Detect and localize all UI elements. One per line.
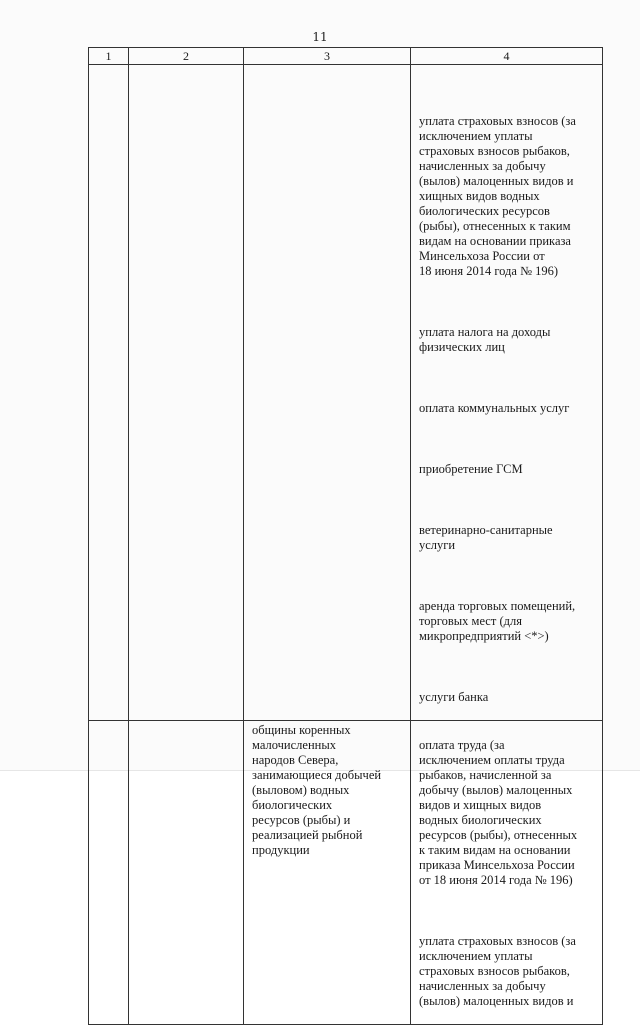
expense-table <box>88 47 603 1025</box>
table-cell-col1 <box>89 65 129 721</box>
table-header-row <box>89 48 603 65</box>
table-row <box>89 65 603 721</box>
column-header-2: 2 <box>129 48 244 65</box>
table-cell-col2 <box>129 65 244 721</box>
expense-item: уплата страховых взносов (за исключением уплаты страховых взносов рыбаков, начисленных за добычу (вылов) малоценных видов и хищных видов водных биологических ресурсов (рыбы), отнесенных к таким видам на основании приказа Минсельхоза России от 18 июня 2014 года № 196) <box>419 114 576 278</box>
expense-item: уплата страховых взносов (за исключением уплаты страховых взносов рыбаков, начисленных за добычу (вылов) малоценных видов и <box>419 934 576 1008</box>
table-cell-col4 <box>411 65 603 721</box>
expense-item: аренда торговых помещений, торговых мест (для микропредприятий <*>) <box>419 599 576 643</box>
column-header-4: 4 <box>411 48 603 65</box>
column-header-3: 3 <box>244 48 411 65</box>
column-header-1: 1 <box>89 48 129 65</box>
expense-item: оплата труда (за исключением оплаты труда рыбаков, начисленной за добычу (вылов) малоценных видов и хищных видов водных биологических ресурсов (рыбы), отнесенных к таким видам на основании приказа Минсельхоза России от 18 июня 2014 года № 196) <box>419 738 578 887</box>
table-cell-col2 <box>129 721 244 1025</box>
expense-item: уплата налога на доходы физических лиц <box>419 325 551 354</box>
page-number: 11 <box>312 30 328 44</box>
expense-item: приобретение ГСМ <box>419 462 523 476</box>
table-cell-col4 <box>411 721 603 1025</box>
table-cell-col1 <box>89 721 129 1025</box>
recipient-category: общины коренных малочисленных народов Севера, занимающиеся добычей (выловом) водных биологических ресурсов (рыбы) и реализацией рыбной продукции <box>252 723 382 857</box>
expense-item: ветеринарно-санитарные услуги <box>419 523 553 552</box>
table-row <box>89 721 603 1025</box>
table-cell-col3 <box>244 721 411 1025</box>
expense-item: оплата коммунальных услуг <box>419 401 570 415</box>
table-cell-col3 <box>244 65 411 721</box>
expense-item: услуги банка <box>419 690 489 704</box>
